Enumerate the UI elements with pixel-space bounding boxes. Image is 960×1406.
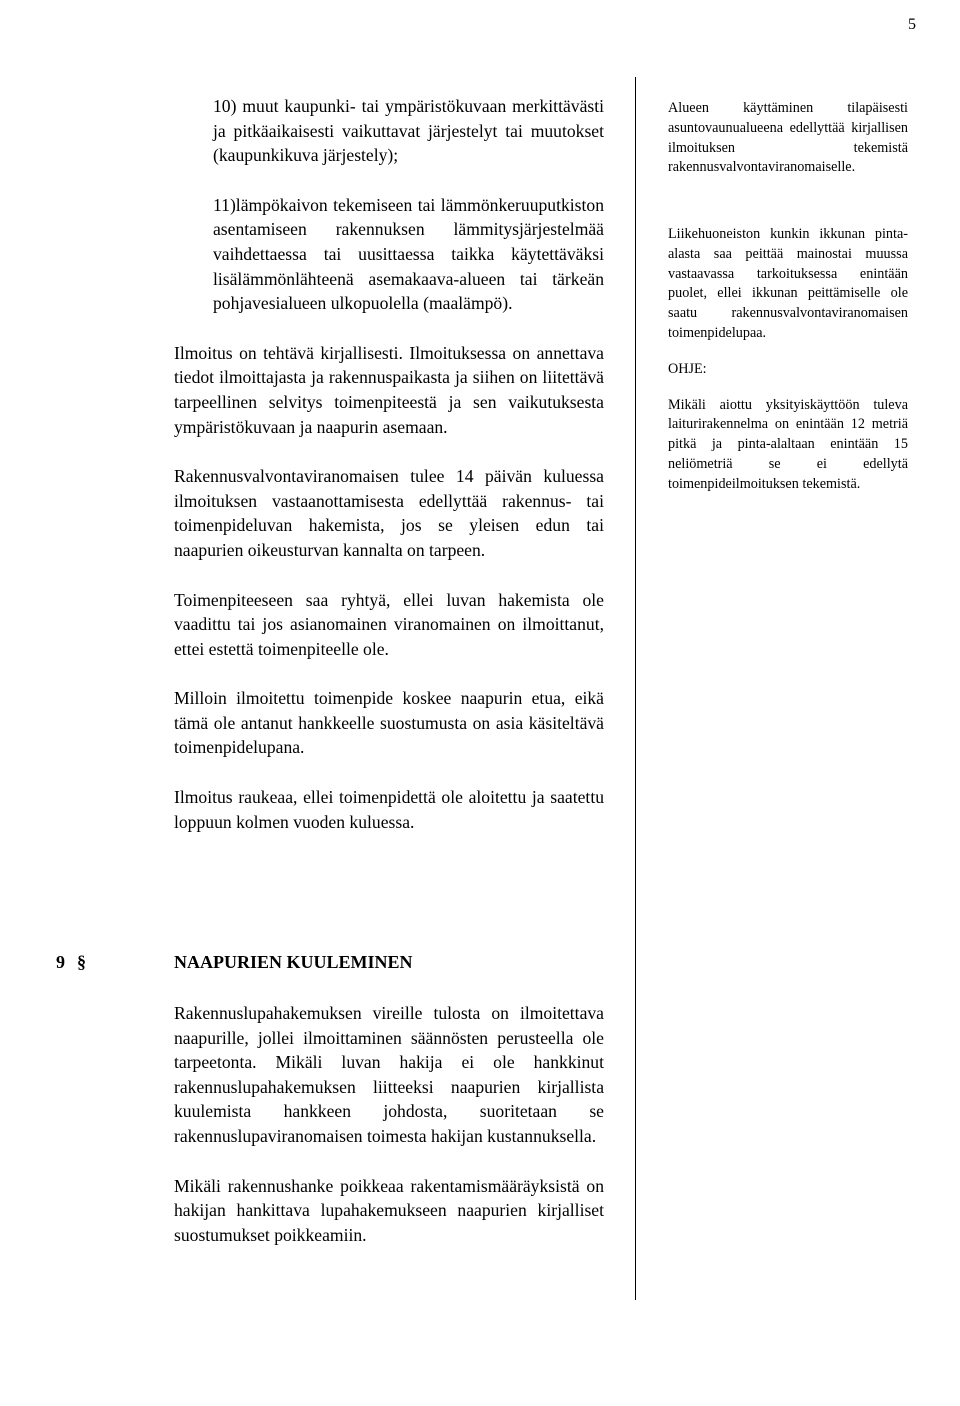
section-9-body [174, 1001, 604, 1247]
paragraph-authority-response: Rakennusvalvontaviranomaisen tulee 14 päivän kuluessa ilmoituksen vastaanottamisesta edellyttää rakennus- tai toimenpideluvan hakemista, jos se yleisen edun tai naapurien oikeusturvan kannalta on tarpeen. [174, 466, 604, 560]
paragraph-neighbour-consent: Mikäli rakennushanke poikkeaa rakentamismääräyksistä on hakijan hankittava lupahakemukseen naapurien kirjalliset suostumukset poikkeamiin. [174, 1175, 604, 1245]
side-notes-lower [668, 225, 908, 495]
paragraph-neighbour-hearing: Rakennuslupahakemuksen vireille tulosta on ilmoitettava naapurille, jollei ilmoittaminen säännösten perusteella ole tarpeetonta. Mikäli luvan hakija ei ole hankkinut rakennuslupahakemuksen liitteeksi naapurien kirjallista kuulemista hankkeen johdosta, suoritetaan se rakennuslupaviranomaisen toimesta hakijan kustannuksella. [174, 1003, 604, 1146]
page-number: 5 [908, 16, 916, 33]
paragraph-start-work: Toimenpiteeseen saa ryhtyä, ellei luvan hakemista ole vaadittu tai jos asianomainen viranomainen on ilmoittanut, ettei estettä toimenpiteelle ole. [174, 589, 604, 659]
side-note-caravan [668, 99, 908, 178]
list-item-10: 10) muut kaupunki- tai ympäristökuvaan merkittävästi ja pitkäaikaisesti vaikuttavat järjestelyt tai muutokset (kaupunkikuva järjestely); [213, 96, 604, 166]
side-note-window-ads: Liikehuoneiston kunkin ikkunan pinta-alasta saa peittää mainostai muussa vastaavassa tarkoituksessa enintään puolet, ellei ikkunan peittämiselle ole saatu rakennusvalvontaviranomaisen toimenpidelupaa. [668, 226, 908, 341]
column-divider [635, 77, 636, 1300]
paragraph-notice-expiry: Ilmoitus raukeaa, ellei toimenpidettä ole aloitettu ja saatettu loppuun kolmen vuoden kuluessa. [174, 787, 604, 832]
paragraph-notice-written: Ilmoitus on tehtävä kirjallisesti. Ilmoituksessa on annettava tiedot ilmoittajasta ja rakennuspaikasta ja siihen on liitettävä tarpeellinen selvitys toimenpiteestä ja sen vaikutuksesta ympäristökuvaan ja naapurin asemaan. [174, 342, 604, 437]
main-text-column [174, 94, 604, 834]
list-item-11: 11)lämpökaivon tekemiseen tai lämmönkeruuputkiston asentamiseen rakennuksen lämmitysjärjestelmää vaihdettaessa tai uusittaessa taikka käytettäväksi lisälämmönlähteenä asemakaava-alueen tai tärkeän pohjavesialueen ulkopuolella (maalämpö). [213, 194, 604, 314]
section-number: 9 [56, 952, 65, 972]
section-title: NAAPURIEN KUULEMINEN [174, 952, 413, 972]
side-note-pier: Mikäli aiottu yksityiskäyttöön tuleva laiturirakennelma on enintään 12 metriä pitkä ja pinta-alaltaan enintään 15 neliömetriä se ei edellytä toimenpideilmoituksen tekemistä. [668, 396, 908, 492]
ohje-label: OHJE: [668, 360, 707, 377]
paragraph-neighbour-interest: Milloin ilmoitettu toimenpide koskee naapurin etua, eikä tämä ole antanut hankkeelle suostumusta on asia käsiteltävä toimenpidelupana. [174, 688, 604, 758]
section-sign: § [77, 952, 86, 972]
side-note-text: Alueen käyttäminen tilapäisesti asuntovaunualueena edellyttää kirjallisen ilmoituksen tekemistä rakennusvalvontaviranomaiselle. [668, 100, 908, 176]
